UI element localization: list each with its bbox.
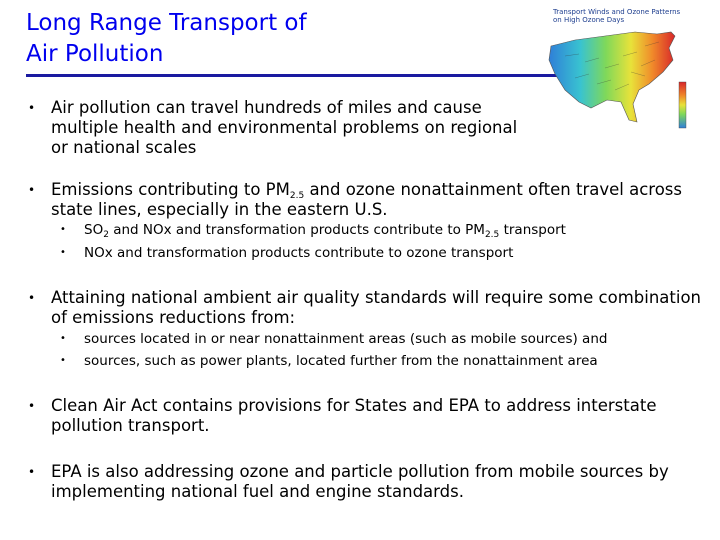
us-map-image xyxy=(545,6,715,132)
map-caption xyxy=(553,8,703,24)
title-line-1: Long Range Transport of xyxy=(26,10,307,36)
map-caption-line-2: on High Ozone Days xyxy=(553,16,625,24)
sub-bullet-2-1-text xyxy=(84,220,566,240)
bullet-2-text xyxy=(51,180,682,220)
bullet-marker: • xyxy=(28,399,36,413)
bullet-1-line-1: Air pollution can travel hundreds of miles and cause xyxy=(51,98,482,117)
bullet-3-text xyxy=(51,288,701,328)
bullet-2-text-b: and ozone nonattainment often travel across xyxy=(304,180,682,199)
bullet-3-line-1: Attaining national ambient air quality standards will require some combination xyxy=(51,288,702,307)
so2-subscript: 2 xyxy=(103,230,109,240)
bullet-2-line-2: state lines, especially in the eastern U.S. xyxy=(51,200,388,219)
pm25-subscript: 2.5 xyxy=(289,191,305,201)
bullet-2-line-1 xyxy=(51,180,682,200)
bullet-2-text-a: Emissions contributing to PM xyxy=(51,180,290,199)
bullet-4-line-1: Clean Air Act contains provisions for States and EPA to address interstate xyxy=(51,396,657,415)
slide-title xyxy=(26,8,526,70)
sub-bullet-marker: • xyxy=(60,247,66,258)
bullet-marker: • xyxy=(28,291,36,305)
bullet-3-line-2: of emissions reductions from: xyxy=(51,308,296,327)
pm25-subscript: 2.5 xyxy=(484,230,500,240)
sub-bullet-2-2-text: NOx and transformation products contribute to ozone transport xyxy=(84,245,514,261)
bullet-1-text xyxy=(51,98,517,158)
sub-bullet-2-1-text-b: and NOx and transformation products contribute to PM xyxy=(108,222,485,238)
sub-bullet-2-1-text-c: transport xyxy=(499,222,566,238)
bullet-5-text xyxy=(51,462,669,502)
sub-bullet-3-1-text: sources located in or near nonattainment areas (such as mobile sources) and xyxy=(84,331,608,347)
bullet-5-line-2: implementing national fuel and engine standards. xyxy=(51,482,464,501)
bullet-marker: • xyxy=(28,101,36,115)
sub-bullet-3-2-text: sources, such as power plants, located further from the nonattainment area xyxy=(84,353,598,369)
so2-label: SO xyxy=(84,222,104,238)
bullet-1-line-3: or national scales xyxy=(51,138,197,157)
sub-bullet-marker: • xyxy=(60,224,66,235)
bullet-5-line-1: EPA is also addressing ozone and particle pollution from mobile sources by xyxy=(51,462,669,481)
sub-bullet-marker: • xyxy=(60,333,66,344)
bullet-marker: • xyxy=(28,183,36,197)
bullet-4-line-2: pollution transport. xyxy=(51,416,210,435)
map-caption-line-1: Transport Winds and Ozone Patterns xyxy=(553,8,681,16)
bullet-marker: • xyxy=(28,465,36,479)
title-divider xyxy=(26,74,578,77)
title-line-2: Air Pollution xyxy=(26,41,164,67)
bullet-4-text xyxy=(51,396,656,436)
bullet-1-line-2: multiple health and environmental problems on regional xyxy=(51,118,518,137)
sub-bullet-marker: • xyxy=(60,355,66,366)
ozone-transport-map xyxy=(545,6,715,132)
